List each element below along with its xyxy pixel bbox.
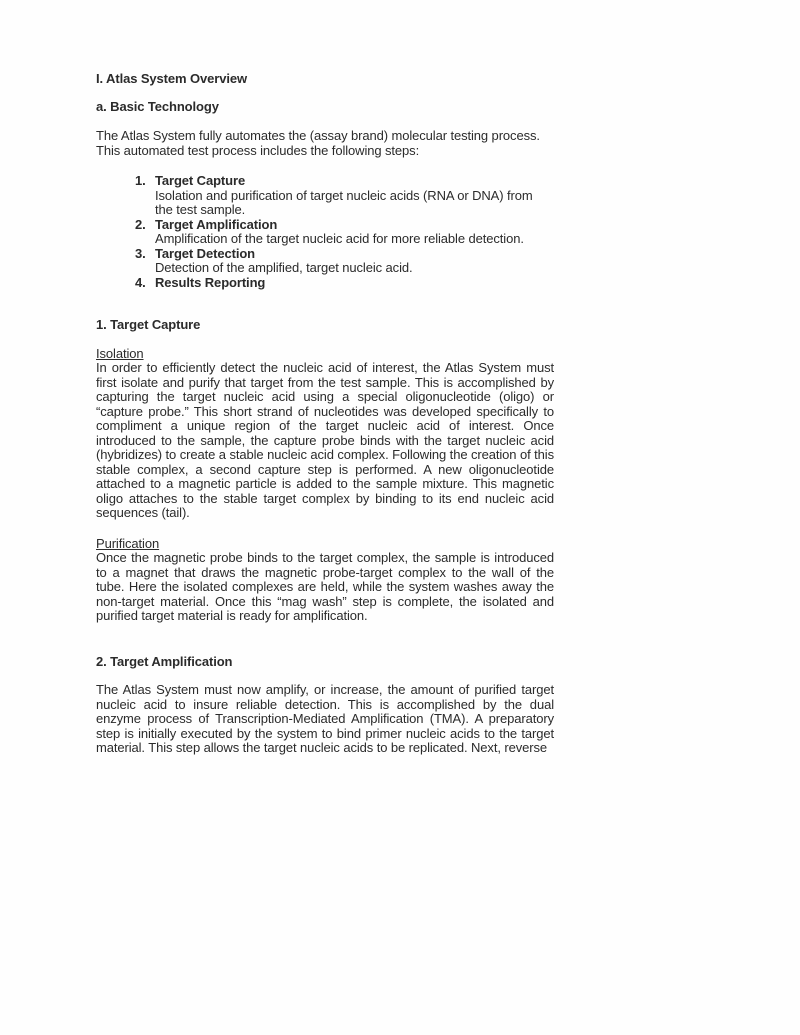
overview-title: I. Atlas System Overview <box>96 71 248 86</box>
isolation-paragraph: In order to efficiently detect the nucleic acid of interest, the Atlas System must first isolate and purify that target from the test sample. This is accomplished by capturing the target nucleic acid using a special oligonucleotide (oligo) or “capture probe.” This short strand of nucleotides was developed specifically to compliment a unique region of the target nucleic acid of interest. Once introduced to the sample, the capture probe binds with the target nucleic acid (hybridizes) to create a stable nucleic acid complex. Following the creation of this stable complex, a second capture step is performed. A new oligonucleotide attached to a magnetic particle is added to the sample mixture. This magnetic oligo attaches to the stable target complex by binding to its end nucleic acid sequences (tail). <box>96 360 554 520</box>
document-content <box>96 72 554 756</box>
step-title: Target Detection <box>155 245 256 261</box>
target-capture-heading: 1. Target Capture <box>96 317 201 332</box>
step-title: Results Reporting <box>155 274 266 290</box>
isolation-label: Isolation <box>96 345 144 361</box>
process-steps-list <box>135 174 554 290</box>
list-item <box>135 276 554 291</box>
basic-technology-title: a. Basic Technology <box>96 98 219 114</box>
step-number: 1. <box>135 173 146 188</box>
list-item <box>135 218 554 247</box>
purification-label: Purification <box>96 535 160 551</box>
target-amplification-heading: 2. Target Amplification <box>96 653 233 669</box>
step-number: 4. <box>135 274 146 290</box>
list-item <box>135 174 554 218</box>
intro-paragraph: The Atlas System fully automates the (assay brand) molecular testing process. This automated test process includes the following steps: <box>96 128 540 158</box>
step-title: Target Amplification <box>155 216 278 232</box>
step-description: Amplification of the target nucleic acid for more reliable detection. <box>155 231 524 246</box>
step-number: 3. <box>135 245 146 261</box>
step-description: Isolation and purification of target nucleic acids (RNA or DNA) from the test sample. <box>155 187 533 217</box>
target-amplification-paragraph: The Atlas System must now amplify, or increase, the amount of purified target nucleic acid to insure reliable detection. This is accomplished by the dual enzyme process of Transcription-Mediated Amplification (TMA). A preparatory step is initially executed by the system to bind primer nucleic acids to the target material. This step allows the target nucleic acids to be replicated. Next, reverse <box>96 682 554 755</box>
step-title: Target Capture <box>155 173 246 188</box>
step-description: Detection of the amplified, target nucleic acid. <box>155 260 413 275</box>
purification-paragraph: Once the magnetic probe binds to the target complex, the sample is introduced to a magnet that draws the magnetic probe-target complex to the wall of the tube. Here the isolated complexes are held, while the system washes away the non-target material. Once this “mag wash” step is complete, the isolated and purified target material is ready for amplification. <box>96 550 554 623</box>
list-item <box>135 247 554 276</box>
step-number: 2. <box>135 216 146 232</box>
